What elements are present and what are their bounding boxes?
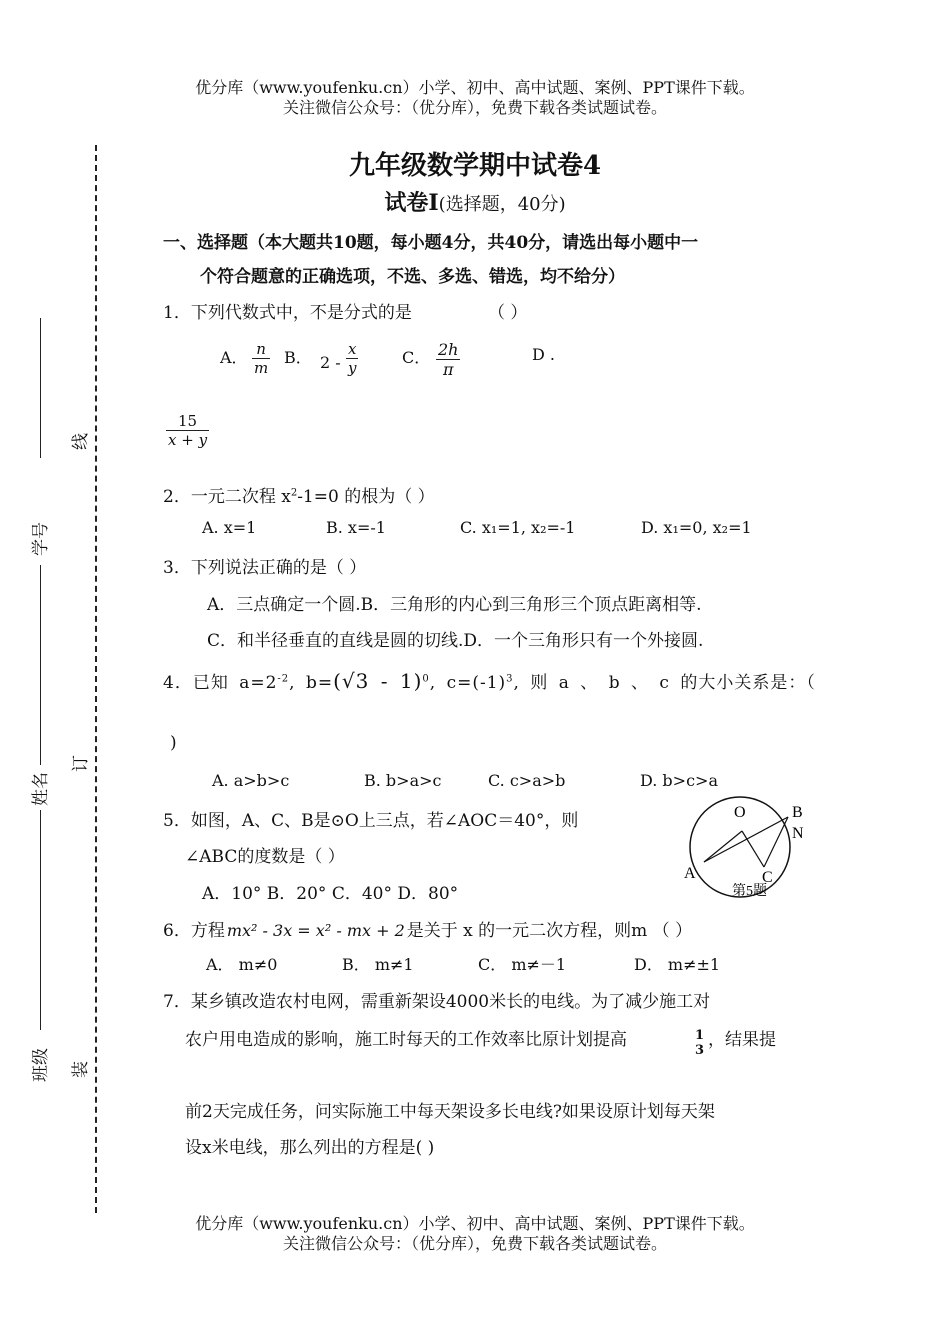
- q2-stem: [163, 482, 435, 507]
- binding-xuehao-label: 学号: [31, 522, 51, 556]
- q7-line3: 前2天完成任务，问实际施工中每天架设多长电线?如果设原计划每天架: [185, 1102, 715, 1122]
- q6-stem-a: 6．方程: [163, 921, 225, 941]
- q1-option-c-label: C．: [402, 348, 431, 367]
- q7-line2-end: ，结果提: [708, 1030, 776, 1050]
- q1-paren: （ ）: [488, 303, 528, 323]
- q6-option-b: B． m≠1: [342, 955, 414, 974]
- q5-line2: ∠ABC的度数是（ ）: [185, 847, 345, 867]
- xuehao-underline: [40, 318, 41, 458]
- section1-line1: 一、选择题（本大题共10题，每小题4分，共40分，请选出每小题中一: [163, 233, 699, 253]
- q4-b-expr: (√3 - 1): [333, 669, 423, 693]
- q1-option-b-fraction: [346, 340, 358, 377]
- q1-c-den: π: [442, 360, 454, 379]
- label-b: B: [792, 804, 803, 821]
- q1-option-a-label: A．: [220, 348, 248, 367]
- q1-option-b-prefix: 2 -: [320, 353, 341, 372]
- q1-d-den: x + y: [168, 431, 208, 449]
- segment-bc: [764, 817, 788, 867]
- q1-a-num: n: [252, 340, 270, 359]
- q4-option-b: B. b>a>c: [364, 771, 442, 790]
- q5-circle-figure: [680, 795, 820, 905]
- q1-d-num: 15: [166, 412, 209, 431]
- page-subtitle: [0, 186, 950, 217]
- q4-option-d: D. b>c>a: [640, 771, 718, 790]
- q7-line4: 设x米电线，那么列出的方程是( ): [185, 1138, 435, 1158]
- q4-stem-c: , c=(-1): [429, 673, 507, 693]
- q4-stem-d: , 则 a 、 b 、 c 的大小关系是：（: [513, 673, 816, 693]
- q1-c-num: 2h: [438, 340, 459, 359]
- q2-option-c: C. x₁=1, x₂=-1: [460, 518, 576, 537]
- q2-stem-a: 2．一元二次程 x: [163, 487, 291, 507]
- q3-options-cd: C．和半径垂直的直线是圆的切线.D．一个三角形只有一个外接圆.: [207, 631, 704, 651]
- binding-banji-label: 班级: [31, 1048, 51, 1082]
- q4-stem: [163, 668, 816, 693]
- q4-option-c: C. c>a>b: [488, 771, 566, 790]
- q1-b-den: y: [348, 359, 357, 377]
- q4-stem-a: 4．已知 a=2: [163, 673, 278, 693]
- header-line-2: 关注微信公众号：（优分库），免费下载各类试题试卷。: [282, 98, 667, 117]
- q6-stem-b: 是关于 x 的一元二次方程，则m （ ）: [406, 921, 693, 941]
- binding-ding: 订: [71, 755, 91, 772]
- figure-caption: 第5题: [732, 884, 767, 899]
- q7-frac-den: 3: [695, 1043, 705, 1058]
- q4-b-sup: 0: [422, 673, 430, 685]
- q6-option-d: D． m≠±1: [634, 955, 721, 974]
- q6-stem: [163, 916, 692, 941]
- q5-line1: 5．如图，A、C、B是⊙O上三点，若∠AOC＝40°，则: [163, 811, 579, 831]
- label-c: C: [762, 869, 773, 886]
- q7-fraction: [693, 1028, 706, 1058]
- banji-underline: [40, 810, 41, 1030]
- q4-stem-b: , b=: [289, 673, 334, 693]
- q1-stem: 1．下列代数式中，不是分式的是: [163, 303, 412, 323]
- q5-options: A．10° B．20° C．40° D．80°: [202, 884, 459, 904]
- q7-line1: 7．某乡镇改造农村电网，需重新架设4000米长的电线。为了减少施工对: [163, 992, 711, 1012]
- binding-zhuang: 装: [71, 1061, 91, 1078]
- binding-xingming-label: 姓名: [31, 772, 51, 806]
- q2-stem-b: -1=0 的根为（ ）: [297, 487, 435, 507]
- binding-xian: 线: [71, 433, 91, 450]
- q4-c-sup: 3: [506, 673, 514, 685]
- segment-ao: [704, 831, 742, 862]
- q2-stem-sup: 2: [290, 487, 298, 499]
- q1-option-d-fraction: [166, 412, 209, 449]
- q3-options-ab: A．三点确定一个圆.B．三角形的内心到三角形三个顶点距离相等.: [207, 595, 702, 615]
- q4-a-sup: -2: [277, 673, 290, 685]
- q6-equation: mx² - 3x = x² - mx + 2: [226, 921, 405, 940]
- q1-a-den: m: [254, 359, 269, 377]
- q3-stem: 3．下列说法正确的是（ ）: [163, 558, 367, 578]
- q4-option-a: A. a>b>c: [212, 771, 290, 790]
- q1-option-c-fraction: [436, 340, 460, 379]
- label-a: A: [684, 865, 696, 882]
- q7-line2: 农户用电造成的影响，施工时每天的工作效率比原计划提高: [185, 1030, 627, 1050]
- q2-option-a: A. x=1: [202, 518, 257, 537]
- binding-dashed-line: [95, 145, 97, 1213]
- q6-option-c: C． m≠－1: [478, 955, 567, 974]
- q1-option-b-label: B．: [284, 348, 312, 367]
- subtitle-note: (选择题，40分): [438, 194, 566, 215]
- header-line-1: 优分库（www.youfenku.cn）小学、初中、高中试题、案例、PPT课件下载。: [195, 78, 755, 97]
- q1-b-num: x: [346, 340, 358, 359]
- xingming-underline: [40, 565, 41, 765]
- footer-line-1: 优分库（www.youfenku.cn）小学、初中、高中试题、案例、PPT课件下载。: [195, 1214, 755, 1233]
- q2-option-b: B. x=-1: [326, 518, 386, 537]
- q7-frac-num: 1: [695, 1028, 705, 1043]
- section1-line2: 个符合题意的正确选项，不选、多选、错选，均不给分）: [200, 267, 625, 287]
- label-n: N: [792, 825, 804, 842]
- q4-continuation: ): [170, 733, 177, 753]
- label-o: O: [734, 804, 746, 821]
- segment-ab: [704, 817, 788, 862]
- footer-line-2: 关注微信公众号：（优分库），免费下载各类试题试卷。: [282, 1234, 667, 1253]
- page-title: 九年级数学期中试卷4: [348, 151, 602, 181]
- q1-option-d-label: D .: [532, 345, 555, 364]
- q6-option-a: A． m≠0: [206, 955, 278, 974]
- q2-option-d: D. x₁=0, x₂=1: [641, 518, 752, 537]
- subtitle-main: 试卷Ⅰ: [384, 190, 439, 216]
- q1-option-a-fraction: [252, 340, 270, 377]
